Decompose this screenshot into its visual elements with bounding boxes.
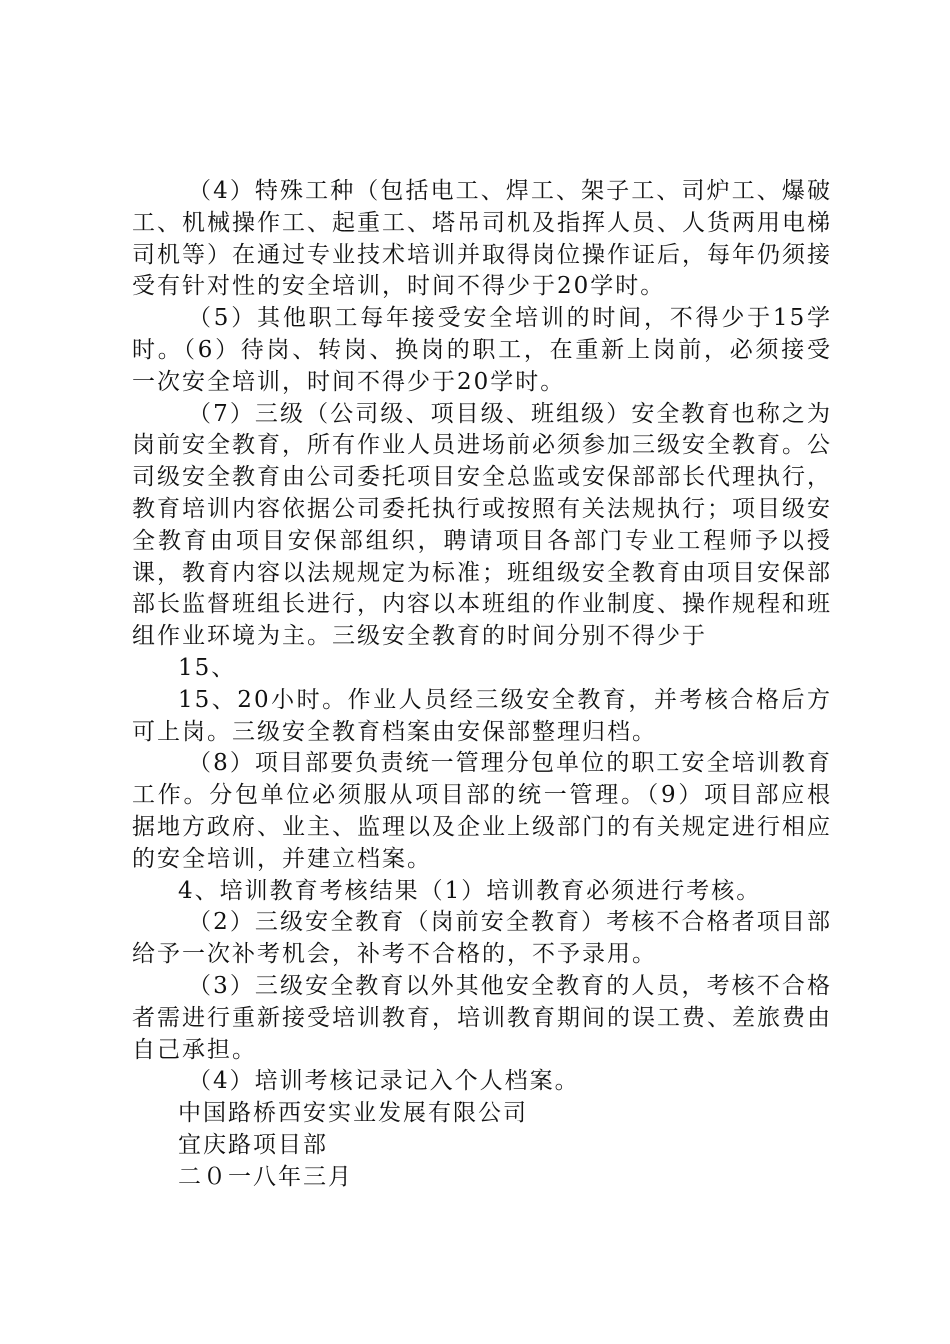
- signature-company: 中国路桥西安实业发展有限公司: [178, 1100, 528, 1127]
- paragraph-hours-fragment: 15、: [178, 654, 237, 681]
- paragraph-records: （4）培训考核记录记入个人档案。: [188, 1068, 580, 1095]
- paragraph-subcontract: （8）项目部要负责统一管理分包单位的职工安全培训教育工作。分包单位必须服从项目部的统一管理。（9）项目部应根据地方政府、业主、监理以及企业上级部门的有关规定进行相应的安全培训，并建立档案。: [132, 750, 832, 872]
- document-body: [132, 176, 832, 1194]
- paragraph-hours: 15、20小时。作业人员经三级安全教育，并考核合格后方可上岗。三级安全教育档案由安保部整理归档。: [132, 686, 832, 745]
- paragraph-three-level-education: （7）三级（公司级、项目级、班组级）安全教育也称之为岗前安全教育，所有作业人员进场前必须参加三级安全教育。公司级安全教育由公司委托项目安全总监或安保部部长代理执行，教育培训内容依据公司委托执行或按照有关法规执行；项目级安全教育由项目安保部组织，聘请项目各部门专业工程师予以授课，教育内容以法规规定为标准；班组级安全教育由项目安保部部长监督班组长进行，内容以本班组的作业制度、操作规程和班组作业环境为主。三级安全教育的时间分别不得少于: [132, 400, 832, 650]
- paragraph-assessment-results: 4、培训教育考核结果（1）培训教育必须进行考核。: [178, 877, 762, 904]
- signature-project-department: 宜庆路项目部: [178, 1131, 328, 1158]
- paragraph-retraining: （3）三级安全教育以外其他安全教育的人员，考核不合格者需进行重新接受培训教育，培训教育期间的误工费、差旅费由自己承担。: [132, 972, 832, 1063]
- signature-date: 二０一八年三月: [178, 1163, 353, 1190]
- paragraph-makeup-exam: （2）三级安全教育（岗前安全教育）考核不合格者项目部给予一次补考机会，补考不合格的，不予录用。: [132, 909, 832, 968]
- paragraph-other-staff: （5）其他职工每年接受安全培训的时间，不得少于15学时。（6）待岗、转岗、换岗的职工，在重新上岗前，必须接受一次安全培训，时间不得少于20学时。: [132, 305, 832, 395]
- paragraph-special-workers: （4）特殊工种（包括电工、焊工、架子工、司炉工、爆破工、机械操作工、起重工、塔吊司机及指挥人员、人货两用电梯司机等）在通过专业技术培训并取得岗位操作证后，每年仍须接受有针对性的安全培训，时间不得少于20学时。: [132, 178, 832, 300]
